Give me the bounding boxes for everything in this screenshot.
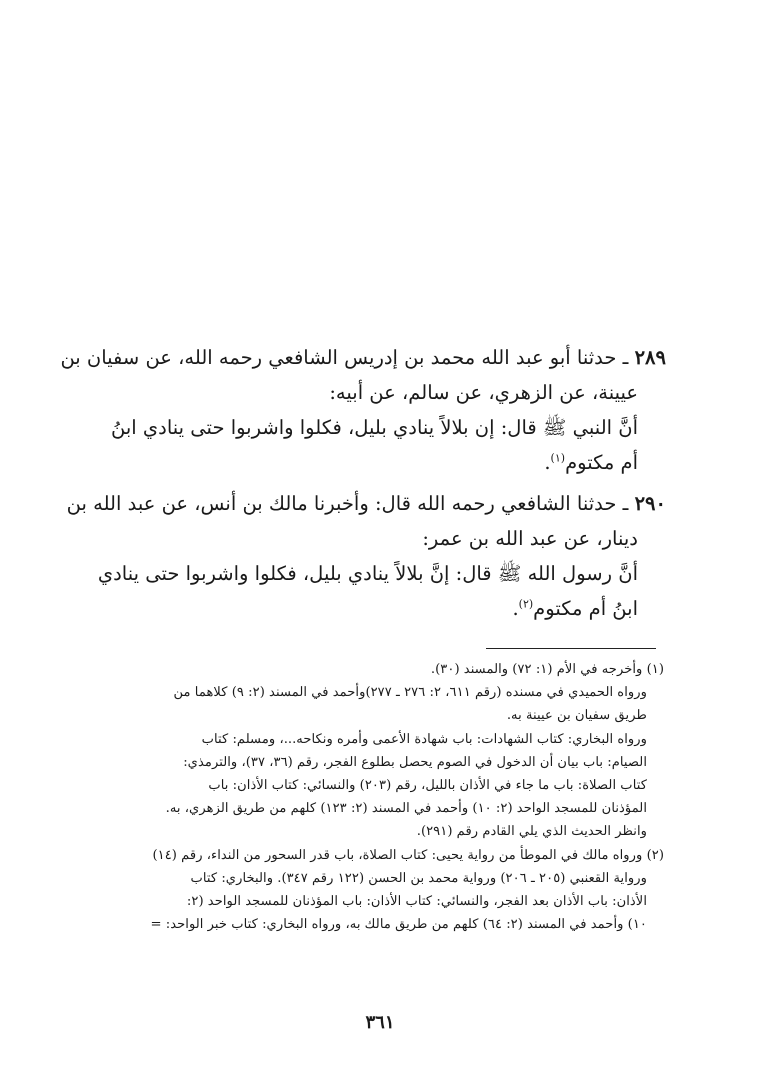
hadith-line-text: ـ حدثنا الشافعي رحمه الله قال: وأخبرنا مالك بن أنس، عن عبد الله بن [66,492,629,515]
footnote-line: ١٠) وأحمد في المسند (٢: ٦٤) كلهم من طريق مالك به، ورواه البخاري: كتاب خبر الواحد: = [150,917,647,933]
footnote-line: ورواه البخاري: كتاب الشهادات: باب شهادة الأعمى وأمره ونكاحه...، ومسلم: كتاب [201,731,647,747]
hadith-290 [66,486,666,626]
hadith-line-text: أنَّ رسول الله ﷺ قال: إنَّ بلالاً ينادي بليل، فكلوا واشربوا حتى ينادي [97,562,638,585]
main-text [60,340,666,632]
hadith-line [92,556,666,591]
footnote-line: (٢) ورواه مالك في الموطأ من رواية يحيى: كتاب الصلاة، باب قدر السحور من النداء، رقم (١٤) [152,847,664,863]
hadith-line-text: عيينة، عن الزهري، عن سالم، عن أبيه: [329,381,638,404]
sentence-end: . [512,597,519,620]
footnote-ref: (٢) [518,597,534,611]
footnote-line: ورواه الحميدي في مسنده (رقم ٦١١، ٢: ٢٧٦ ـ ٢٧٧)وأحمد في المسند (٢: ٩) كلاهما من [173,685,647,701]
hadith-line [92,445,666,480]
footnote-line: الصيام: باب بيان أن الدخول في الصوم يحصل بطلوع الفجر، رقم (٣٦، ٣٧)، والترمذي: [183,754,647,770]
hadith-line [92,591,666,626]
hadith-line [92,375,666,410]
footnote-line: ورواية القعنبي (٢٠٥ ـ ٢٠٦) ورواية محمد بن الحسن (١٢٢ رقم ٣٤٧). والبخاري: كتاب [190,870,647,886]
footnote-line: كتاب الصلاة: باب ما جاء في الأذان بالليل، رقم (٢٠٣) والنسائي: كتاب الأذان: باب [208,778,647,794]
hadith-line-text: ابنُ أم مكتوم [533,597,638,620]
hadith-line-text: أنَّ النبي ﷺ قال: إن بلالاً ينادي بليل، فكلوا واشربوا حتى ينادي ابنُ [111,416,638,439]
footnote-line: وانظر الحديث الذي يلي القادم رقم (٢٩١). [416,824,647,840]
footnote-line: الأذان: باب الأذان بعد الفجر، والنسائي: كتاب الأذان: باب المؤذنان للمسجد الواحد (٢: [186,894,647,910]
hadith-line-text: دينار، عن عبد الله بن عمر: [422,527,638,550]
hadith-289 [60,340,666,480]
footnote-line: (١) وأخرجه في الأم (١: ٧٢) والمسند (٣٠). [430,662,664,677]
footnote-divider [486,648,656,649]
hadith-line [92,410,666,445]
hadith-number: ٢٩٠ [634,492,666,515]
hadith-number: ٢٨٩ [634,346,666,369]
hadith-line [60,340,666,375]
footnotes [90,658,664,936]
page-number: ٣٦١ [365,1012,395,1033]
hadith-line-text: ـ حدثنا أبو عبد الله محمد بن إدريس الشافعي رحمه الله، عن سفيان بن [60,346,629,369]
hadith-line [66,486,666,521]
hadith-line-text: أم مكتوم [565,451,638,474]
sentence-end: . [544,451,551,474]
footnote-line: المؤذنان للمسجد الواحد (٢: ١٠) وأحمد في المسند (٢: ١٢٣) كلهم من طريق الزهري، به. [165,801,647,817]
footnote-line: طريق سفيان بن عيينة به. [506,708,647,724]
hadith-line [92,521,666,556]
footnote-ref: (١) [550,451,566,465]
